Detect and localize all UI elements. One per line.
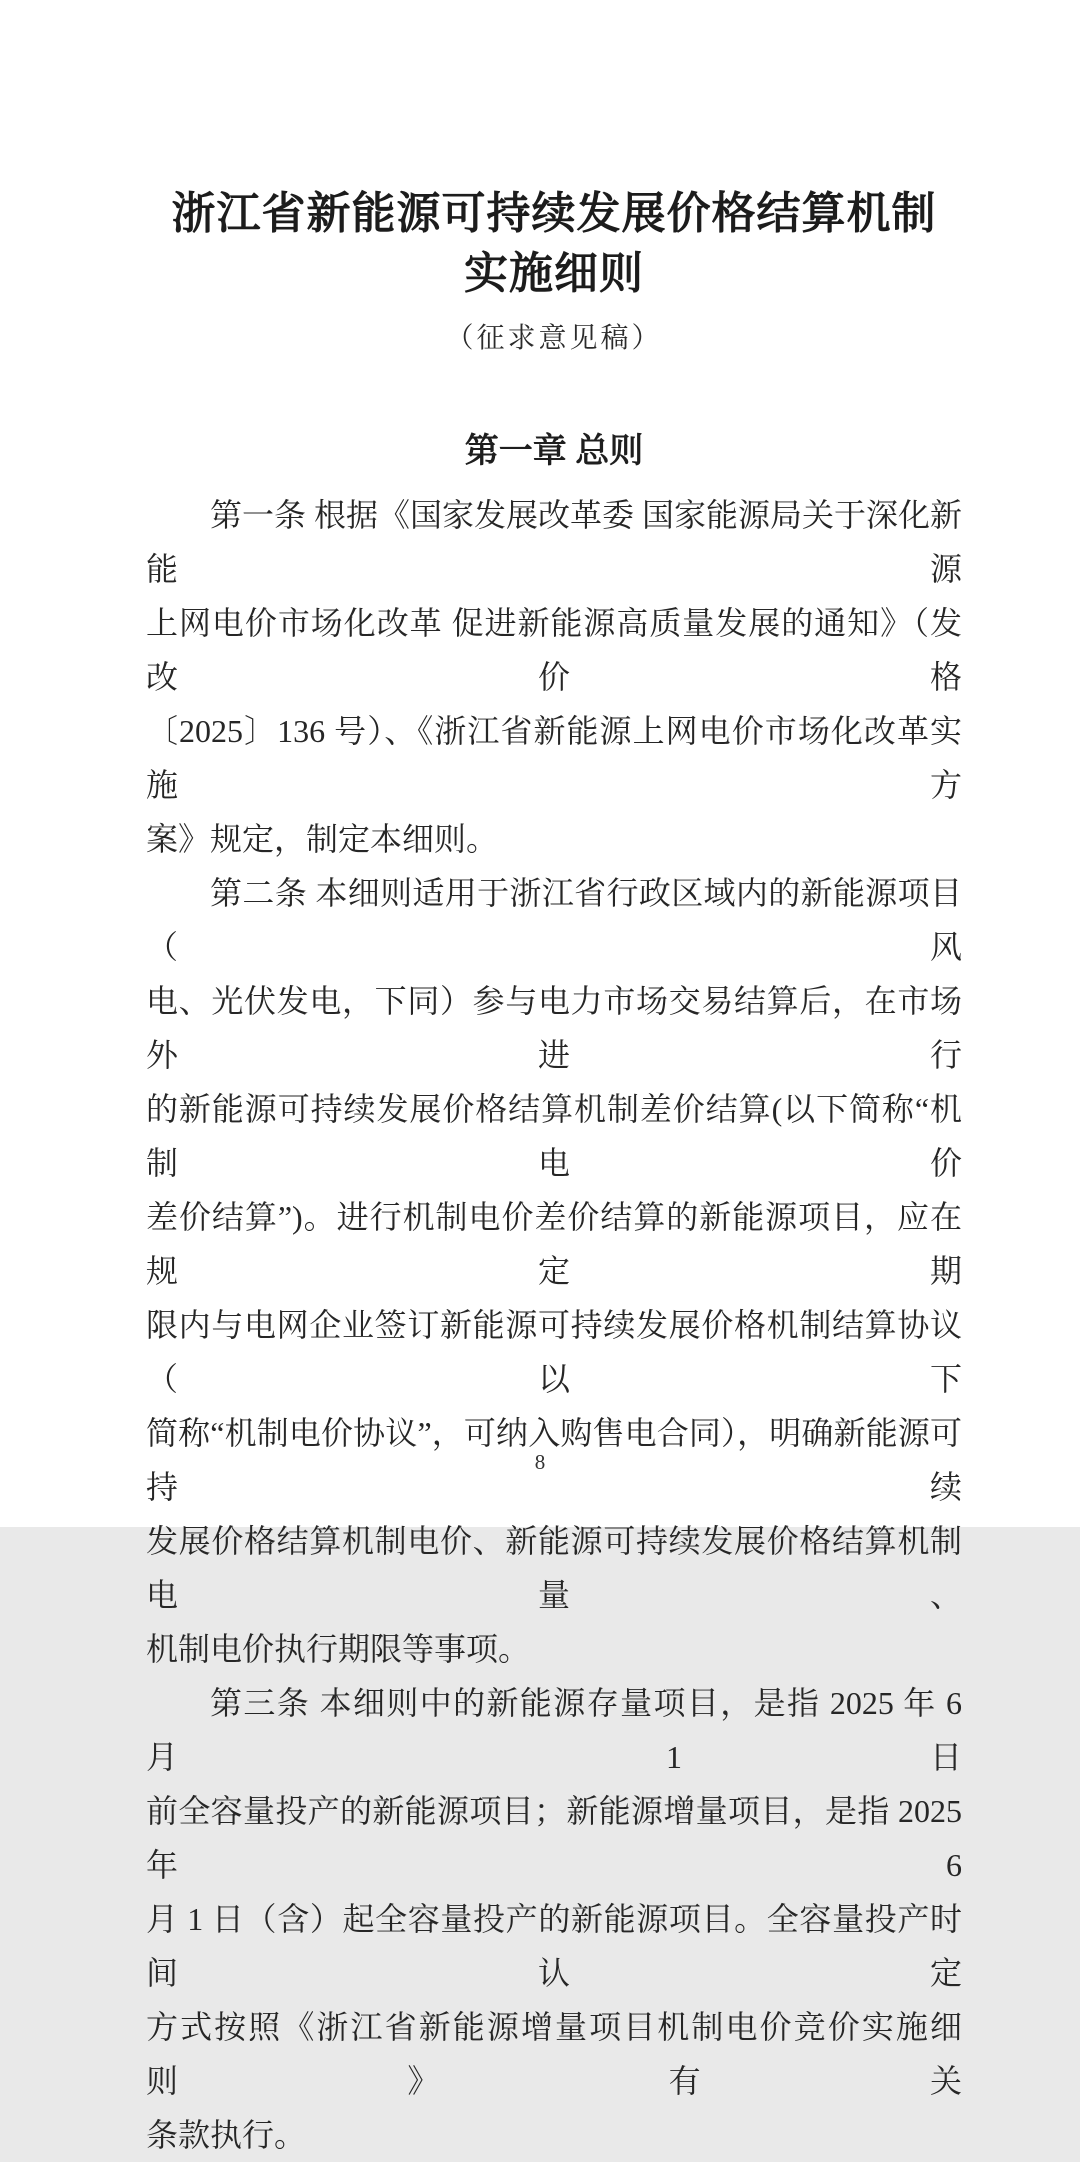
body-line: 简称“机制电价协议”，可纳入购售电合同），明确新能源可持续 <box>146 1415 962 1505</box>
chapter-heading: 第一章 总则 <box>464 433 644 470</box>
body-line: 月 1 日（含）起全容量投产的新能源项目。全容量投产时间认定 <box>146 1901 962 1991</box>
body-line: 前全容量投产的新能源项目；新能源增量项目，是指 2025 年 6 <box>146 1793 962 1883</box>
body-line: 第三条 本细则中的新能源存量项目，是指 2025 年 6 月 1 日 <box>146 1685 962 1775</box>
page-number: 8 <box>534 1450 546 1474</box>
body-line: 机制电价执行期限等事项。 <box>146 1631 531 1667</box>
body-line: 第二条 本细则适用于浙江省行政区域内的新能源项目（风 <box>146 875 962 965</box>
body-line: 上网电价市场化改革 促进新能源高质量发展的通知》（发改价格 <box>146 605 962 695</box>
body-line: 的新能源可持续发展价格结算机制差价结算(以下简称“机制电价 <box>146 1091 962 1181</box>
document-body <box>146 488 962 2162</box>
body-line: 方式按照《浙江省新能源增量项目机制电价竞价实施细则》有关 <box>146 2009 962 2099</box>
body-line: 案》规定，制定本细则。 <box>146 821 499 857</box>
document-subtitle: （征求意见稿） <box>445 323 663 354</box>
body-line: 第一条 根据《国家发展改革委 国家能源局关于深化新能源 <box>146 497 963 587</box>
body-line: 电、光伏发电，下同）参与电力市场交易结算后，在市场外进行 <box>146 983 962 1073</box>
body-line: 发展价格结算机制电价、新能源可持续发展价格结算机制电量、 <box>146 1523 962 1613</box>
document-title-line1: 浙江省新能源可持续发展价格结算机制 <box>171 189 937 238</box>
body-line: 差价结算”)。进行机制电价差价结算的新能源项目，应在规定期 <box>146 1199 962 1289</box>
body-line: 〔2025〕136 号）、《浙江省新能源上网电价市场化改革实施方 <box>146 713 962 803</box>
document-title <box>146 184 962 304</box>
body-line: 限内与电网企业签订新能源可持续发展价格机制结算协议（以下 <box>146 1307 962 1397</box>
body-line: 条款执行。 <box>146 2117 307 2153</box>
document-title-line2: 实施细则 <box>464 249 644 298</box>
